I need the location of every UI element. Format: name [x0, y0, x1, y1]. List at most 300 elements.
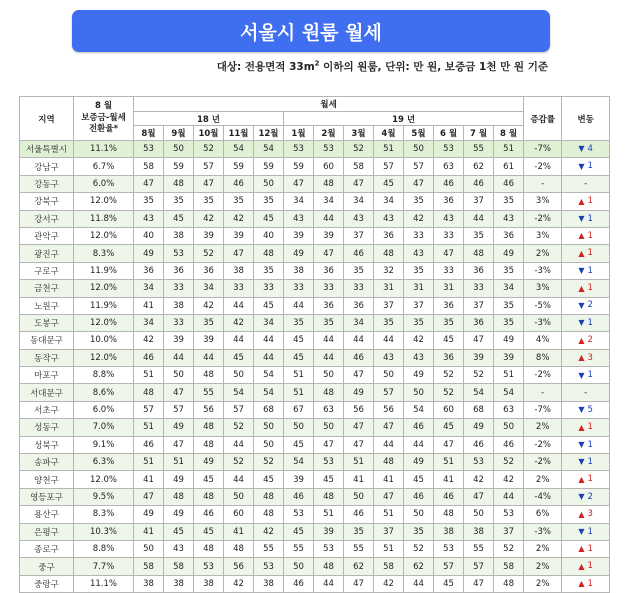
- conversion-rate: 10.3%: [74, 523, 134, 540]
- rent-value: 32: [374, 262, 404, 279]
- rent-value: 51: [434, 454, 464, 471]
- rent-value: 50: [494, 419, 524, 436]
- rent-value: 45: [254, 297, 284, 314]
- rent-value: 35: [314, 314, 344, 331]
- district-name: 도봉구: [20, 314, 74, 331]
- rent-value: 62: [464, 158, 494, 175]
- rent-value: 42: [464, 471, 494, 488]
- rent-value: 52: [224, 454, 254, 471]
- rent-value: 46: [134, 349, 164, 366]
- table-row: [20, 523, 610, 540]
- rent-value: 57: [374, 384, 404, 401]
- triangle-down-icon: ▼: [578, 405, 585, 415]
- rent-value: 50: [134, 540, 164, 557]
- change-rate: -7%: [524, 141, 562, 158]
- rent-value: 41: [134, 297, 164, 314]
- change-rate: -2%: [524, 367, 562, 384]
- rent-value: 47: [464, 332, 494, 349]
- rent-value: 49: [164, 506, 194, 523]
- header-month: 6 월: [434, 126, 464, 141]
- district-name: 노원구: [20, 297, 74, 314]
- rent-value: 47: [434, 436, 464, 453]
- rent-value: 44: [464, 210, 494, 227]
- rent-value: 36: [134, 262, 164, 279]
- rent-value: 43: [404, 349, 434, 366]
- rent-value: 41: [344, 471, 374, 488]
- rent-value: 44: [284, 297, 314, 314]
- rent-value: 52: [434, 384, 464, 401]
- rent-value: 36: [164, 262, 194, 279]
- district-name: 강서구: [20, 210, 74, 227]
- rent-value: 51: [134, 419, 164, 436]
- rent-value: 57: [434, 558, 464, 575]
- rent-value: 35: [134, 193, 164, 210]
- rent-value: 35: [254, 262, 284, 279]
- rent-value: 44: [344, 332, 374, 349]
- rent-value: 53: [134, 141, 164, 158]
- district-name: 서대문구: [20, 384, 74, 401]
- rent-value: 48: [374, 245, 404, 262]
- table-row: [20, 349, 610, 366]
- rent-value: 48: [434, 506, 464, 523]
- rank-change-value: 1: [587, 543, 593, 554]
- rent-value: 43: [404, 245, 434, 262]
- rent-value: 45: [224, 349, 254, 366]
- rent-value: 35: [344, 262, 374, 279]
- rent-value: 45: [284, 523, 314, 540]
- rent-value: 33: [314, 280, 344, 297]
- rent-value: 44: [404, 575, 434, 592]
- conversion-rate: 7.0%: [74, 419, 134, 436]
- rank-change-value: 1: [587, 456, 593, 467]
- rent-value: 53: [314, 540, 344, 557]
- rank-change: [562, 506, 610, 523]
- rank-change-value: -: [584, 178, 588, 189]
- conversion-rate: 11.8%: [74, 210, 134, 227]
- rent-value: 44: [374, 332, 404, 349]
- rent-value: 37: [464, 193, 494, 210]
- conversion-rate: 12.0%: [74, 349, 134, 366]
- rent-value: 42: [224, 314, 254, 331]
- rent-value: 39: [164, 332, 194, 349]
- table-row: [20, 297, 610, 314]
- rent-value: 47: [434, 245, 464, 262]
- rank-change: [562, 540, 610, 557]
- rent-value: 56: [194, 401, 224, 418]
- rent-value: 55: [254, 540, 284, 557]
- rent-value: 46: [404, 419, 434, 436]
- rank-change: [562, 367, 610, 384]
- change-rate: -2%: [524, 436, 562, 453]
- table-row: [20, 419, 610, 436]
- rent-value: 35: [404, 314, 434, 331]
- rent-value: 42: [194, 297, 224, 314]
- rent-value: 35: [344, 523, 374, 540]
- rent-value: 48: [194, 436, 224, 453]
- change-rate: 2%: [524, 419, 562, 436]
- rank-change: [562, 314, 610, 331]
- rank-change-value: 1: [587, 422, 593, 433]
- rank-change: [562, 401, 610, 418]
- rent-value: 33: [224, 280, 254, 297]
- table-row: [20, 158, 610, 175]
- conversion-rate: 8.3%: [74, 245, 134, 262]
- table-row: [20, 245, 610, 262]
- rent-value: 50: [344, 488, 374, 505]
- rent-value: 56: [344, 401, 374, 418]
- rent-value: 37: [344, 227, 374, 244]
- rent-value: 60: [314, 158, 344, 175]
- rent-value: 49: [464, 419, 494, 436]
- table-row: [20, 488, 610, 505]
- rent-value: 39: [464, 349, 494, 366]
- rent-value: 49: [194, 454, 224, 471]
- triangle-down-icon: ▼: [578, 214, 585, 223]
- rank-change: [562, 332, 610, 349]
- triangle-down-icon: ▼: [578, 440, 585, 450]
- rent-value: 54: [224, 384, 254, 401]
- change-rate: 3%: [524, 193, 562, 210]
- rent-value: 47: [344, 175, 374, 192]
- district-name: 동작구: [20, 349, 74, 366]
- rent-value: 34: [134, 280, 164, 297]
- rent-value: 47: [344, 367, 374, 384]
- header-year-18: 18 년: [134, 112, 284, 126]
- rent-value: 47: [374, 419, 404, 436]
- rank-change: [562, 280, 610, 297]
- rent-value: 50: [224, 488, 254, 505]
- rent-value: 36: [464, 262, 494, 279]
- rent-value: 68: [464, 401, 494, 418]
- triangle-up-icon: ▲: [578, 509, 585, 519]
- rent-value: 42: [224, 575, 254, 592]
- district-name: 성동구: [20, 419, 74, 436]
- rent-value: 31: [434, 280, 464, 297]
- rent-value: 46: [404, 488, 434, 505]
- rent-value: 39: [494, 349, 524, 366]
- rent-value: 39: [224, 227, 254, 244]
- table-row: [20, 332, 610, 349]
- rent-value: 51: [374, 506, 404, 523]
- rent-value: 51: [134, 454, 164, 471]
- header-year-19: 19 년: [284, 112, 524, 126]
- rent-value: 58: [374, 558, 404, 575]
- rent-value: 38: [164, 575, 194, 592]
- change-rate: -5%: [524, 297, 562, 314]
- table-row: [20, 280, 610, 297]
- rent-value: 52: [194, 245, 224, 262]
- header-month: 9월: [164, 126, 194, 141]
- triangle-up-icon: ▲: [578, 474, 585, 484]
- page-title: 서울시 원룸 월세: [72, 10, 550, 52]
- rent-value: 46: [434, 175, 464, 192]
- rent-value: 47: [344, 419, 374, 436]
- triangle-down-icon: ▼: [578, 300, 585, 310]
- conversion-rate: 11.9%: [74, 297, 134, 314]
- rent-value: 34: [194, 280, 224, 297]
- rent-value: 47: [344, 575, 374, 592]
- rent-value: 40: [134, 227, 164, 244]
- triangle-down-icon: ▼: [578, 161, 585, 171]
- rent-value: 48: [374, 454, 404, 471]
- rent-value: 42: [224, 210, 254, 227]
- rent-value: 46: [224, 175, 254, 192]
- conversion-rate: 8.8%: [74, 540, 134, 557]
- rent-value: 38: [134, 575, 164, 592]
- triangle-up-icon: ▲: [578, 579, 585, 589]
- rank-change: [562, 575, 610, 592]
- rent-value: 43: [374, 210, 404, 227]
- change-rate: -: [524, 175, 562, 192]
- rent-value: 36: [314, 297, 344, 314]
- rent-value: 38: [224, 262, 254, 279]
- rent-value: 36: [374, 227, 404, 244]
- rent-value: 53: [284, 141, 314, 158]
- rent-value: 36: [344, 297, 374, 314]
- rent-value: 35: [284, 314, 314, 331]
- rent-value: 53: [254, 558, 284, 575]
- rent-value: 54: [404, 401, 434, 418]
- rent-value: 35: [404, 193, 434, 210]
- rent-value: 48: [134, 384, 164, 401]
- header-district: 지역: [20, 97, 74, 141]
- rent-value: 48: [194, 367, 224, 384]
- rent-value: 63: [314, 401, 344, 418]
- rent-value: 34: [494, 280, 524, 297]
- table-row: [20, 558, 610, 575]
- rent-value: 44: [314, 575, 344, 592]
- rent-value: 58: [164, 558, 194, 575]
- rent-value: 35: [494, 262, 524, 279]
- triangle-down-icon: ▼: [578, 492, 585, 502]
- rent-value: 51: [374, 141, 404, 158]
- rent-value: 53: [314, 454, 344, 471]
- rent-value: 48: [464, 245, 494, 262]
- rent-value: 51: [284, 384, 314, 401]
- district-name: 광진구: [20, 245, 74, 262]
- header-month: 4월: [374, 126, 404, 141]
- rent-value: 67: [284, 401, 314, 418]
- rent-value: 46: [284, 575, 314, 592]
- change-rate: 4%: [524, 332, 562, 349]
- rent-value: 49: [134, 245, 164, 262]
- rent-value: 47: [344, 436, 374, 453]
- change-rate: 2%: [524, 558, 562, 575]
- rent-value: 34: [374, 193, 404, 210]
- rent-value: 35: [464, 227, 494, 244]
- rank-change-value: 1: [587, 230, 593, 241]
- rent-value: 54: [284, 454, 314, 471]
- rent-value: 31: [374, 280, 404, 297]
- rent-value: 39: [314, 227, 344, 244]
- rent-value: 52: [344, 141, 374, 158]
- rent-value: 52: [494, 454, 524, 471]
- rent-value: 38: [164, 227, 194, 244]
- rent-value: 41: [224, 523, 254, 540]
- rent-value: 37: [464, 297, 494, 314]
- rent-value: 35: [494, 297, 524, 314]
- rent-value: 48: [314, 488, 344, 505]
- rent-value: 38: [194, 575, 224, 592]
- change-rate: 2%: [524, 471, 562, 488]
- rent-value: 51: [164, 454, 194, 471]
- change-rate: 8%: [524, 349, 562, 366]
- header-month: 3월: [344, 126, 374, 141]
- rent-value: 34: [134, 314, 164, 331]
- rent-value: 35: [254, 193, 284, 210]
- rent-value: 34: [284, 193, 314, 210]
- rent-value: 51: [314, 506, 344, 523]
- rent-value: 51: [494, 141, 524, 158]
- rent-value: 48: [164, 488, 194, 505]
- rent-value: 43: [374, 349, 404, 366]
- rent-value: 49: [404, 454, 434, 471]
- rank-change-value: 2: [587, 335, 593, 346]
- rent-value: 57: [374, 158, 404, 175]
- rank-change-value: 1: [587, 265, 593, 276]
- triangle-up-icon: ▲: [578, 335, 585, 345]
- rent-value: 44: [224, 297, 254, 314]
- conversion-rate: 6.7%: [74, 158, 134, 175]
- rent-value: 49: [284, 245, 314, 262]
- header-conversion-rate: 8 월 보증금-월세 전환율*: [74, 97, 134, 141]
- rent-value: 47: [134, 488, 164, 505]
- district-name: 구로구: [20, 262, 74, 279]
- conversion-rate: 6.3%: [74, 454, 134, 471]
- rent-value: 50: [464, 506, 494, 523]
- rent-value: 45: [284, 332, 314, 349]
- triangle-up-icon: ▲: [578, 248, 585, 258]
- conversion-rate: 11.1%: [74, 575, 134, 592]
- rent-value: 45: [434, 575, 464, 592]
- district-name: 용산구: [20, 506, 74, 523]
- rent-value: 41: [434, 471, 464, 488]
- rank-change-value: 1: [587, 317, 593, 328]
- conversion-rate: 7.7%: [74, 558, 134, 575]
- rent-value: 36: [314, 262, 344, 279]
- conversion-rate: 6.0%: [74, 175, 134, 192]
- rent-value: 44: [494, 488, 524, 505]
- rent-value: 54: [464, 384, 494, 401]
- rent-value: 47: [314, 436, 344, 453]
- rent-value: 46: [344, 245, 374, 262]
- table-row: [20, 227, 610, 244]
- rent-value: 62: [404, 558, 434, 575]
- table-row: [20, 175, 610, 192]
- change-rate: 3%: [524, 227, 562, 244]
- rent-value: 50: [284, 419, 314, 436]
- district-name: 양천구: [20, 471, 74, 488]
- conversion-rate: 11.9%: [74, 262, 134, 279]
- triangle-down-icon: ▼: [578, 457, 585, 467]
- table-row: [20, 384, 610, 401]
- rent-value: 50: [164, 141, 194, 158]
- rent-value: 50: [404, 141, 434, 158]
- rent-value: 47: [224, 245, 254, 262]
- district-name: 동대문구: [20, 332, 74, 349]
- rent-value: 34: [344, 314, 374, 331]
- rent-value: 52: [464, 367, 494, 384]
- table-row: [20, 436, 610, 453]
- rent-value: 57: [194, 158, 224, 175]
- rent-value: 34: [314, 193, 344, 210]
- conversion-rate: 9.5%: [74, 488, 134, 505]
- rent-value: 62: [344, 558, 374, 575]
- rank-change-value: 1: [587, 161, 593, 172]
- rank-change-value: 3: [587, 352, 593, 363]
- rent-value: 45: [284, 349, 314, 366]
- rent-value: 35: [164, 193, 194, 210]
- rank-change-value: 1: [587, 196, 593, 207]
- rank-change-value: 1: [587, 283, 593, 294]
- rent-value: 48: [164, 175, 194, 192]
- table-row: [20, 193, 610, 210]
- rent-value: 33: [164, 314, 194, 331]
- rank-change: [562, 210, 610, 227]
- rank-change-value: 1: [587, 439, 593, 450]
- rent-value: 44: [224, 436, 254, 453]
- rent-value: 49: [134, 506, 164, 523]
- rent-value: 55: [284, 540, 314, 557]
- change-rate: 2%: [524, 540, 562, 557]
- rent-value: 59: [164, 158, 194, 175]
- district-name: 서울특별시: [20, 141, 74, 158]
- rent-value: 51: [134, 367, 164, 384]
- rent-value: 42: [404, 332, 434, 349]
- rent-value: 48: [314, 558, 344, 575]
- change-rate: -3%: [524, 314, 562, 331]
- rent-value: 33: [284, 280, 314, 297]
- conversion-rate: 8.8%: [74, 367, 134, 384]
- district-name: 영등포구: [20, 488, 74, 505]
- rent-value: 47: [164, 436, 194, 453]
- rank-change: [562, 141, 610, 158]
- rent-value: 34: [344, 193, 374, 210]
- conversion-rate: 11.1%: [74, 141, 134, 158]
- change-rate: -3%: [524, 523, 562, 540]
- district-name: 종로구: [20, 540, 74, 557]
- rank-change-value: 1: [587, 370, 593, 381]
- rent-value: 45: [314, 471, 344, 488]
- rent-value: 38: [464, 523, 494, 540]
- rank-change: [562, 262, 610, 279]
- rent-value: 57: [224, 401, 254, 418]
- rent-value: 45: [434, 332, 464, 349]
- rank-change-value: 1: [587, 474, 593, 485]
- rent-value: 44: [224, 332, 254, 349]
- rent-value: 42: [194, 210, 224, 227]
- rank-change: [562, 488, 610, 505]
- rank-change: [562, 245, 610, 262]
- rank-change: [562, 558, 610, 575]
- rent-value: 42: [404, 210, 434, 227]
- district-name: 성북구: [20, 436, 74, 453]
- rent-value: 58: [344, 158, 374, 175]
- header-month: 5월: [404, 126, 434, 141]
- rent-value: 36: [494, 227, 524, 244]
- table-row: [20, 540, 610, 557]
- conversion-rate: 12.0%: [74, 471, 134, 488]
- rent-value: 50: [404, 384, 434, 401]
- rent-value: 52: [404, 540, 434, 557]
- rent-value: 55: [464, 540, 494, 557]
- rent-value: 38: [254, 575, 284, 592]
- table-row: [20, 367, 610, 384]
- rent-value: 54: [254, 384, 284, 401]
- rent-value: 52: [254, 454, 284, 471]
- rent-value: 36: [434, 349, 464, 366]
- rent-value: 53: [434, 141, 464, 158]
